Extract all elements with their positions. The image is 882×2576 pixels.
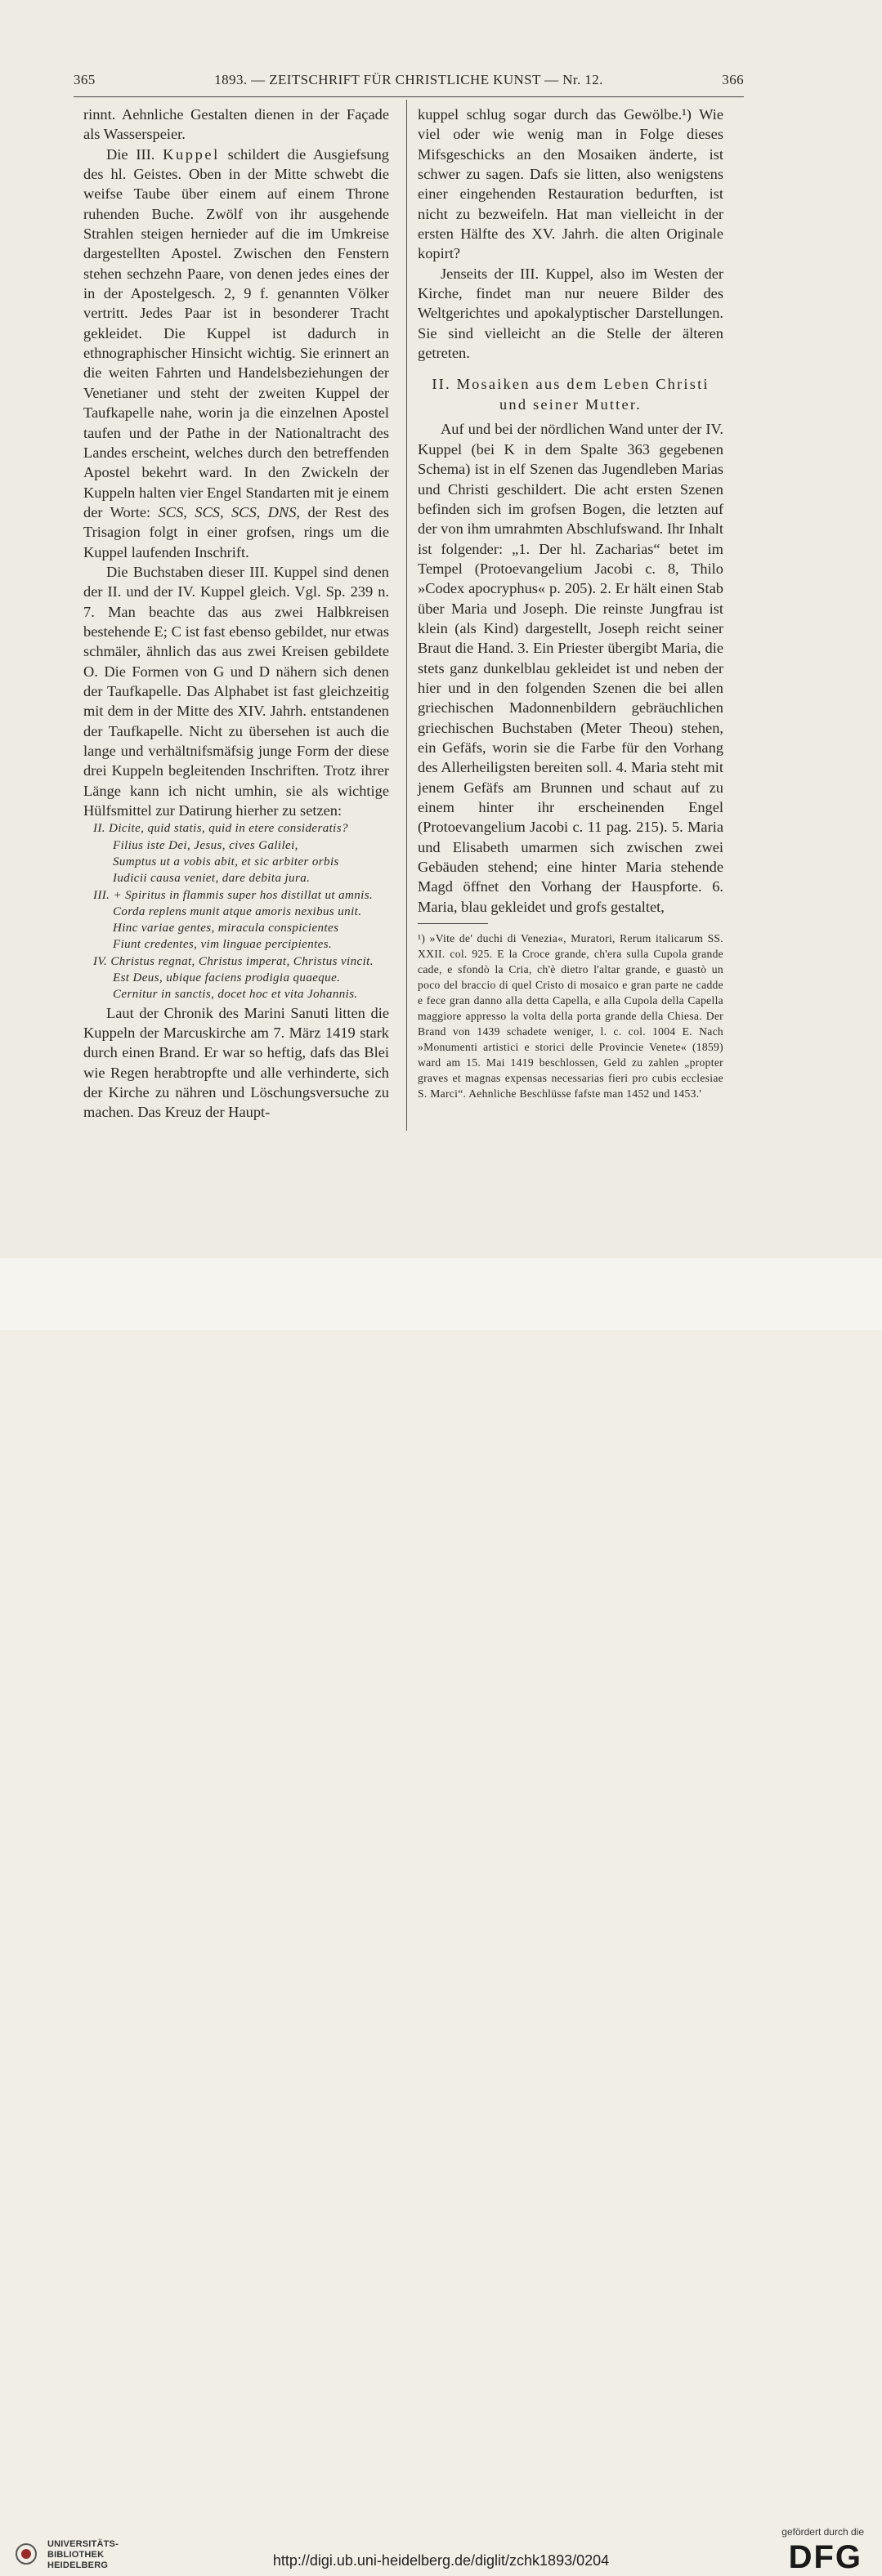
scanned-page [0, 0, 882, 1258]
heading-text: Mosaiken aus dem Leben Christi [456, 376, 710, 393]
viewer-footer [0, 1258, 882, 2575]
paragraph: Auf und bei der nördlichen Wand unter der IV. Kuppel (bei K in dem Spalte 363 gegebenen Schema) ist in elf Szenen das Jugendleben Marias und Christi geschildert. Die acht ersten Szenen befinden sich im grofsen Bogen, die letzten auf der von ihm umrahmten Abschlufswand. Ihr Inhalt ist folgender: „1. Der hl. Zacharias“ betet im Tempel (Protoevangelium Jacobi c. 8, Thilo »Codex apocryphus« p. 205). 2. Er hält einen Stab über Maria und Joseph. Die reinste Jungfrau ist klein (als Kind) dargestellt, Joseph reicht seiner Braut die Hand. 3. Ein Priester übergibt Maria, die stets ganz dunkelblau gekleidet ist und neben der hier und in den folgenden Szenen die bei allen griechischen Madonnenbildern gebräuchlichen griechischen Buchstaben (Meter Theou) stehen, ein Gefäfs, worin sie die Farbe für den Vorhang des Allerheiligsten bereiten soll. 4. Maria steht mit jenem Gefäfs am Brunnen und schaut auf zu einem hinter ihr erscheinenden Engel (Protoevangelium Jacobi c. 11 pag. 215). 5. Maria und Elisabeth umarmen sich zwischen zwei Gebäuden stehend; eine hinter Maria stehende Magd öffnet den Vorhang der Hauspforte. 6. Maria, blau gekleidet und grofs gestaltet, [418, 421, 723, 915]
text-run: Die III. [106, 145, 163, 163]
heading-line: und seiner Mutter. [499, 395, 642, 413]
page-number-right: 366 [722, 72, 744, 87]
text-run: schildert die Ausgiefsung des hl. Geistes. Oben in der Mitte schwebt die weifse Taube über einem auf einem Throne ruhenden Buche. Zwölf von ihr ausgehende Strahlen steigen hernieder auf die im Umkreise dargestellten Apostel. Zwischen den Fenstern stehen sechzehn Paare, von denen jedes eines der in der Apostelgesch. 2, 9 f. genannten Völker vertritt. Jedes Paar ist in besonderer Tracht gekleidet. Die Kuppel ist dadurch in ethnographischer Hinsicht wichtig. Sie erinnert an die weiten Fahrten und Handelsbeziehungen der Venetianer und steht der zweiten Kuppel der Taufkapelle nahe, worin ja die einzelnen Apostel taufen und der Pathe in der Nationaltracht des Landes erscheint, welches durch den betreffenden Apostel bekehrt ward. In den Zwickeln der Kuppeln halten vier Engel Standarten mit je einem der Worte: [83, 145, 389, 520]
verse-line: Filius iste Dei, Jesus, cives Galilei, [113, 838, 298, 852]
verse-line: IV. Christus regnat, Christus imperat, Christus vincit. [93, 954, 374, 968]
verse-line: Iudicii causa veniet, dare debita jura. [113, 872, 311, 886]
right-column [418, 105, 723, 1101]
paragraph: kuppel schlug sogar durch das Gewölbe.¹) Wie viel oder wie wenig man in Folge dieses Mifsgeschicks an den Mosaiken änderte, ist schwer zu sagen. Dafs sie litten, also wenigstens einer eingehenden Restauration bedurften, ist nicht zu bezweifeln. Hat man vielleicht in der ersten Hälfte des XV. Jahrh. die alten Originale kopirt? [418, 106, 723, 262]
paragraph: Die Buchstaben dieser III. Kuppel sind denen der II. und der IV. Kuppel gleich. Vgl. Sp. 239 n. 7. Man beachte das aus zwei Halbkreisen bestehende E; C ist fast ebenso gebildet, nur etwas schmäler, ähnlich das aus zwei Kreisen gebildete O. Die Formen von G und D nähern sich denen der Taufkapelle. Das Alphabet ist fast gleichzeitig mit dem in der Mitte des XIV. Jahrh. entstandenen der Taufkapelle. Nicht zu übersehen ist auch die lange und verhältnifsmäfsig junge Form der diese drei Kuppeln begleitenden Inschriften. Trotz ihrer Länge kann ich nicht umhin, sie als wichtige Hülfsmittel zur Datirung hierher zu setzen: [83, 563, 389, 819]
heading-number: II. [432, 376, 457, 393]
spaced-term: Kuppel [163, 145, 220, 163]
italic-run: SCS, SCS, SCS, DNS, [158, 503, 301, 520]
inscription-verses [83, 820, 389, 1002]
verse-line: III. + Spiritus in flammis super hos distillat ut amnis. [93, 888, 374, 902]
library-name-line: BIBLIOTHEK [47, 2550, 105, 2560]
paragraph: Jenseits der III. Kuppel, also im Westen der Kirche, findet man nur neuere Bilder des Weltgerichtes und apokalyptischer Darstellungen. Sie sind vielleicht an die Stelle der älteren getreten. [418, 265, 723, 362]
funding-label: gefördert durch die [781, 2526, 864, 2538]
library-name-line: UNIVERSITÄTS- [47, 2539, 119, 2549]
page-number-left: 365 [74, 72, 96, 87]
permalink-url[interactable]: http://digi.ub.uni-heidelberg.de/diglit/zchk1893/0204 [272, 2552, 610, 2569]
verse-line: Corda replens munit atque amoris nexibus unit. [113, 904, 362, 918]
header-rule [74, 96, 744, 97]
footnote-rule [418, 923, 488, 924]
dfg-logo: DFG [788, 2539, 862, 2575]
left-column [83, 105, 389, 1123]
verse-line: Cernitur in sanctis, docet hoc et vita Johannis. [113, 988, 358, 1002]
journal-title: 1893. — ZEITSCHRIFT FÜR CHRISTLICHE KUNST — Nr. 12. [214, 72, 603, 87]
verse-line: Sumptus ut a vobis abit, et sic arbiter orbis [113, 855, 339, 868]
verse-line: Fiunt credentes, vim linguae percipientes. [113, 938, 333, 952]
paragraph: rinnt. Aehnliche Gestalten dienen in der Façade als Wasserspeier. [83, 106, 389, 143]
footnote: ¹) »Vite de' duchi di Venezia«, Muratori, Rerum italicarum SS. XXII. col. 925. E la Croce grande, ch'era sulla Cupola grande cade, e sfondò la Cria, ch'è dietro l'altar grande, e guastò un poco del braccio di quel Cristo di mosaico e gran parte ne cadde e fece gran danno alla detta Capella, e alla Cupola della Capella maggiore appresso la volta della porta grande della Chiesa. Der Brand von 1439 schadete weniger, l. c. col. 1004 E. Nach »Monumenti artistici e storici delle Provincie Venete« (1859) ward am 15. Mai 1419 beschlossen, Geld zu zahlen „propter graves et magnas expensas necessarias fieri pro cubis ecclesiae S. Marci“. Aehnliche Beschlüsse fafste man 1452 und 1453.' [418, 932, 723, 1100]
verse-line: Est Deus, ubique faciens prodigia quaeque. [113, 971, 341, 985]
running-header [74, 72, 744, 92]
section-heading [418, 374, 723, 414]
heading-line [418, 374, 723, 395]
column-divider [406, 100, 407, 1131]
text-run: der Rest des Trisagion folgt in einer grofsen, rings um die Kuppel laufenden Inschrift. [83, 503, 389, 560]
library-name-line: HEIDELBERG [47, 2560, 109, 2570]
verse-line: II. Dicite, quid statis, quid in etere consideratis? [93, 822, 348, 836]
paragraph [83, 145, 389, 562]
paragraph: Laut der Chronik des Marini Sanuti litten die Kuppeln der Marcuskirche am 7. März 1419 stark durch einen Brand. Er war so heftig, dafs das Blei wie Regen herabtropfte und alle verhinderte, sich der Kirche zu nähren und Löschungsversuche zu machen. Das Kreuz der Haupt- [83, 1004, 389, 1121]
verse-line: Hinc variae gentes, miracula conspicientes [113, 922, 339, 935]
